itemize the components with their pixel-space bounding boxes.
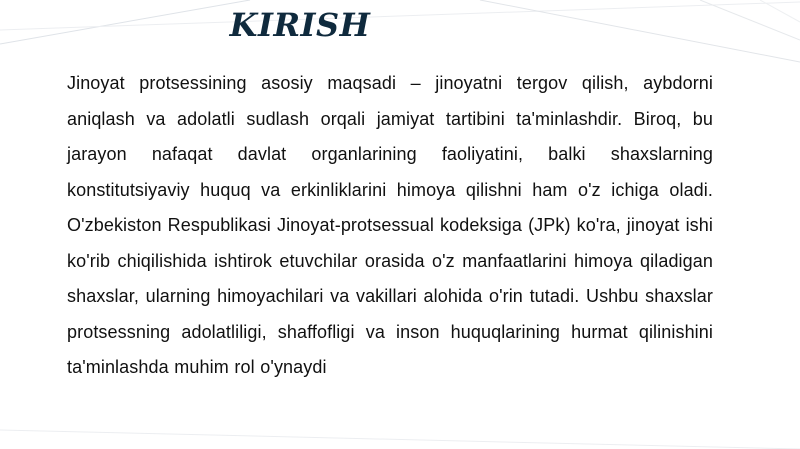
decor-line <box>700 0 800 40</box>
intro-paragraph: Jinoyat protsessining asosiy maqsadi – jinoyatni tergov qilish, aybdorni aniqlash va adolatli sudlash orqali jamiyat tartibini ta'minlashdir. Biroq, bu jarayon nafaqat davlat organlarining faoliyatini, balki shaxslarning konstitutsiyaviy huquq va erkinliklarini himoya qilishni ham o'z ichiga oladi. O'zbekiston Respublikasi Jinoyat-protsessual kodeksiga (JPk) ko'ra, jinoyat ishi ko'rib chiqilishida ishtirok etuvchilar orasida o'z manfaatlarini himoya qiladigan shaxslar, ularning himoyachilari va vakillari alohida o'rin tutadi. Ushbu shaxslar protsessning adolatliligi, shaffofligi va inson huquqlarining hurmat qilinishini ta'minlashda muhim rol o'ynaydi <box>67 73 713 377</box>
decor-line <box>760 0 800 22</box>
decor-line <box>0 430 800 449</box>
slide-title: KIRISH <box>229 6 371 44</box>
